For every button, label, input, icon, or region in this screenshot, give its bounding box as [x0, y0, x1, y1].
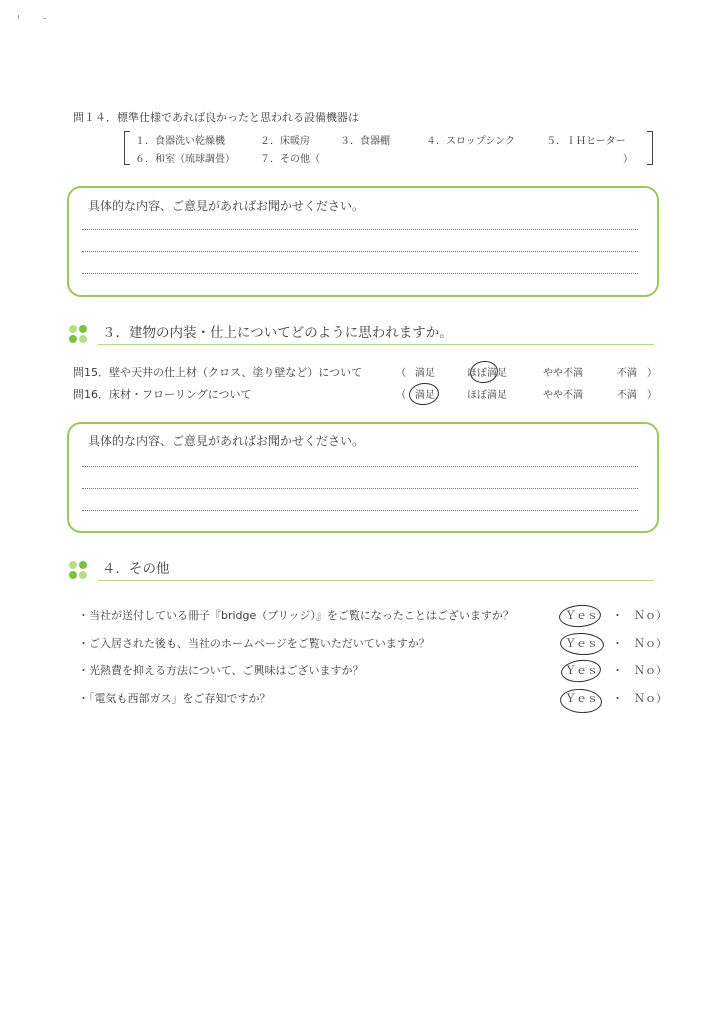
answer-circle [408, 381, 440, 406]
comment-line [82, 510, 638, 511]
s4-question: ・光熱費を抑える方法について、ご興味はございますか？ [78, 664, 364, 677]
s4-question: ・ご入居された後も、当社のホームページをご覧いただいていますか？ [78, 637, 430, 650]
q16-open: （ [396, 390, 406, 401]
q14-bracket-left [124, 131, 130, 165]
yes-option[interactable]: Ｙｅｓ [565, 664, 598, 677]
no-option[interactable]: Ｎｏ） [634, 664, 667, 677]
q14-option: ２．床暖房 [260, 136, 310, 147]
dot-separator: ・ [612, 692, 623, 705]
section4-title: ４．その他 [102, 561, 170, 577]
section4-rule [98, 580, 654, 581]
q15-option-dissatisfied[interactable]: 不満 [617, 368, 637, 379]
no-option[interactable]: Ｎｏ） [634, 692, 667, 705]
q15-open: （ [396, 368, 406, 379]
comment-line [82, 251, 638, 252]
q16-close: ） [647, 390, 657, 401]
comment-line [82, 229, 638, 230]
q14-option: ６．和室（琉球調畳） [135, 154, 235, 165]
yes-option[interactable]: Ｙｅｓ [565, 692, 598, 705]
q14-option: １．食器洗い乾燥機 [135, 136, 225, 147]
dot-separator: ・ [612, 609, 623, 622]
q16-option-slightly-dissatisfied[interactable]: やや不満 [543, 390, 583, 401]
dot-separator: ・ [612, 664, 623, 677]
answer-circle [559, 632, 604, 656]
q16-option-dissatisfied[interactable]: 不満 [617, 390, 637, 401]
answer-circle [469, 359, 500, 385]
comment-prompt: 具体的な内容、ご意見があればお聞かせください。 [88, 199, 365, 213]
q15-close: ） [647, 368, 657, 379]
answer-circle [560, 658, 602, 684]
scan-mark [18, 15, 19, 19]
q15-option-mostly-satisfied[interactable]: ほぼ満足 [467, 368, 507, 379]
section3-rule [98, 344, 654, 345]
q14-option: ５．ＩＨヒーター [546, 136, 626, 147]
q14-option: ７．その他（ [260, 154, 320, 165]
q16-label: 問16．床材・フローリングについて [73, 388, 252, 401]
dot-separator: ・ [612, 637, 623, 650]
q14-bracket-right [647, 131, 653, 165]
q15-label: 問15．壁や天井の仕上材（クロス、塗り壁など）について [73, 366, 363, 379]
q16-option-mostly-satisfied[interactable]: ほぼ満足 [467, 390, 507, 401]
answer-circle [558, 604, 601, 629]
q14-question: 問１４．標準仕様であれば良かったと思われる設備機器は [73, 111, 359, 124]
s4-question: ・当社が送付している冊子『bridge（ブリッジ）』をご覧になったことはございますか？ [78, 609, 514, 622]
q15-option-satisfied[interactable]: 満足 [415, 368, 435, 379]
comment-prompt: 具体的な内容、ご意見があればお聞かせください。 [88, 434, 365, 448]
yes-option[interactable]: Ｙｅｓ [565, 609, 598, 622]
scan-mark [44, 18, 46, 19]
q16-option-satisfied[interactable]: 満足 [415, 390, 435, 401]
q14-option: ４．スロップシンク [426, 136, 515, 147]
comment-line [82, 273, 638, 274]
comment-line [82, 466, 638, 467]
s4-question: ・「電気も西部ガス」をご存知ですか？ [78, 692, 271, 705]
clover-icon [69, 325, 87, 343]
no-option[interactable]: Ｎｏ） [634, 637, 667, 650]
q14-option: ３．食器棚 [340, 136, 390, 147]
section3-title: ３．建物の内装・仕上についてどのように思われますか。 [102, 325, 453, 341]
clover-icon [69, 561, 87, 579]
q15-option-slightly-dissatisfied[interactable]: やや不満 [543, 368, 583, 379]
q14-other-close: ） [623, 154, 633, 165]
yes-option[interactable]: Ｙｅｓ [565, 637, 598, 650]
no-option[interactable]: Ｎｏ） [634, 609, 667, 622]
comment-line [82, 488, 638, 489]
